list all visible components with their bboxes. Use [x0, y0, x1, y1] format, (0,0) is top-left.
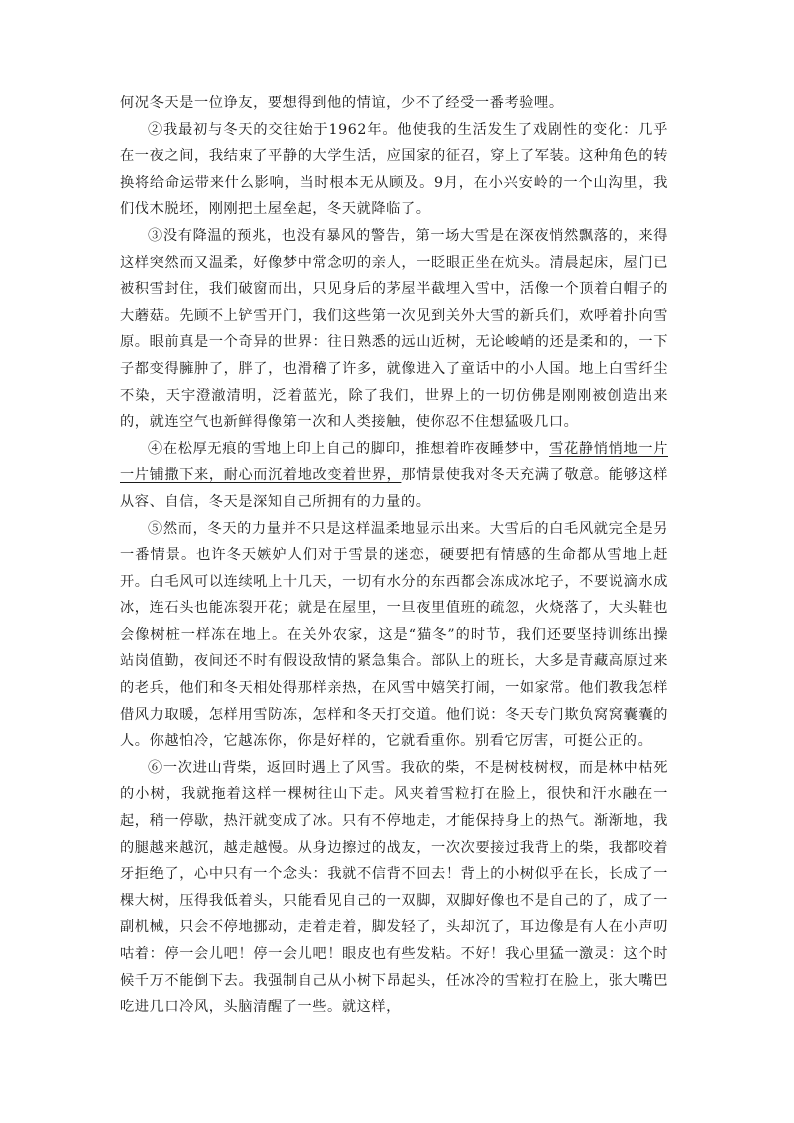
- paragraph-4-text-before: ④在松厚无痕的雪地上印上自己的脚印，推想着昨夜睡梦中，: [148, 440, 550, 457]
- paragraph-6: ⑥一次进山背柴，返回时遇上了风雪。我砍的柴，不是树枝树杈，而是林中枯死的小树，我就拖着这样一棵树往山下走。风夹着雪粒打在脸上，很快和汗水融在一起，稍一停歇，热汗就变成了冰。只有不停地走，才能保持身上的热气。渐渐地，我的腿越来越沉，越走越慢。从身边擦过的战友，一次次要接过我背上的柴，我都咬着牙拒绝了，心中只有一个念头：我就不信背不回去！背上的小树似乎在长，长成了一棵大树，压得我低着头，只能看见自己的一双脚，双脚好像也不是自己的了，成了一副机械，只会不停地挪动，走着走着，脚发轻了，头却沉了，耳边像是有人在小声叨咕着：停一会儿吧！停一会儿吧！眼皮也有些发粘。不好！我心里猛一激灵：这个时候千万不能倒下去。我强制自己从小树下昂起头，任冰冷的雪粒打在脸上，张大嘴巴吃进几口冷风，头脑清醒了一些。就这样，: [120, 759, 668, 1016]
- paragraph-2: ②我最初与冬天的交往始于1962年。他使我的生活发生了戏剧性的变化：几乎在一夜之间，我结束了平静的大学生活，应国家的征召，穿上了军装。这种角色的转换将给命运带来什么影响，当时根本无从顾及。9月，在小兴安岭的一个山沟里，我们伐木脱坯，刚刚把土屋垒起，冬天就降临了。: [120, 121, 668, 218]
- paragraph-continuation: 何况冬天是一位诤友，要想得到他的情谊，少不了经受一番考验哩。: [120, 95, 564, 111]
- paragraph-5: ⑤然而，冬天的力量并不只是这样温柔地显示出来。大雪后的白毛风就完全是另一番情景。也许冬天嫉妒人们对于雪景的迷恋，硬要把有情感的生命都从雪地上赶开。白毛风可以连续吼上十几天，一切有水分的东西都会冻成冰坨子，不要说滴水成冰，连石头也能冻裂开花；就是在屋里，一旦夜里值班的疏忽，火烧落了，大头鞋也会像树桩一样冻在地上。在关外农家，这是“猫冬”的时节，我们还要坚持训练出操站岗值勤，夜间还不时有假设敌情的紧急集合。部队上的班长，大多是青藏高原过来的老兵，他们和冬天相处得那样亲热，在风雪中嬉笑打闹，一如家常。他们教我怎样借风力取暖，怎样用雪防冻，怎样和冬天打交道。他们说：冬天专门欺负窝窝囊囊的人。你越怕冷，它越冻你，你是好样的，它就看重你。别看它厉害，可挺公正的。: [120, 520, 668, 750]
- document-page: [120, 90, 668, 1021]
- underlined-sentence: 雪花静悄悄地一片一片铺撒下来，耐心而沉着地改变着世界，: [120, 440, 668, 484]
- paragraph-4: [120, 436, 668, 516]
- paragraph-4-text-after: 那情景使我对冬天充满了敬意。能够这样从容、自信，冬天是深知自己所拥有的力量的。: [120, 467, 668, 510]
- paragraph-3: ③没有降温的预兆，也没有暴风的警告，第一场大雪是在深夜悄然飘落的，来得这样突然而又温柔，好像梦中常念叨的亲人，一眨眼正坐在炕头。清晨起床，屋门已被积雪封住，我们破窗而出，只见身后的茅屋半截埋入雪中，活像一个顶着白帽子的大蘑菇。先顾不上铲雪开门，我们这些第一次见到关外大雪的新兵们，欢呼着扑向雪原。眼前真是一个奇异的世界：往日熟悉的远山近树，无论峻峭的还是柔和的，一下子都变得臃肿了，胖了，也滑稽了许多，就像进入了童话中的小人国。地上白雪纤尘不染，天宇澄澈清明，泛着蓝光，除了我们，世界上的一切仿佛是刚刚被创造出来的，就连空气也新鲜得像第一次和人类接触，使你忍不住想猛吸几口。: [120, 227, 668, 431]
